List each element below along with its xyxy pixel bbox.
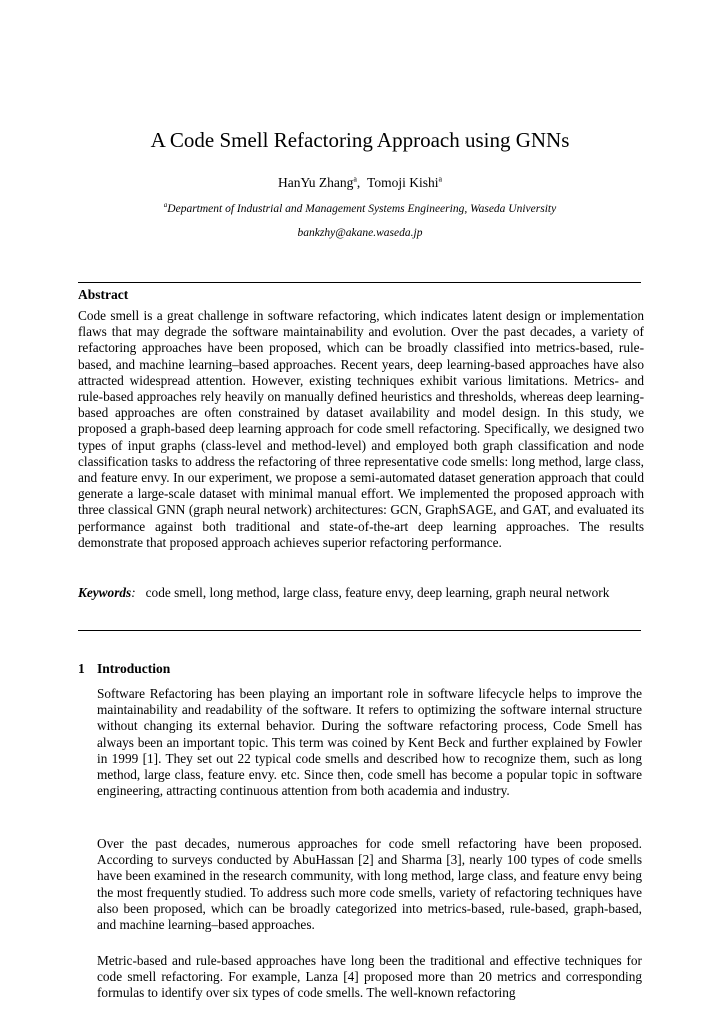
abstract-heading: Abstract bbox=[78, 287, 129, 302]
section-heading bbox=[78, 661, 170, 677]
abstract-bottom-rule bbox=[78, 630, 641, 631]
affiliation-mark: a bbox=[163, 201, 168, 210]
affiliation-mark: a bbox=[353, 174, 357, 184]
section-title: Introduction bbox=[97, 661, 171, 676]
keywords: Keywords: code smell, long method, large class, feature envy, deep learning, graph neural network bbox=[78, 585, 610, 600]
author-name: HanYu Zhang bbox=[277, 175, 354, 190]
author-list: HanYu Zhang$^a$, Tomoji Kishi$^a$ bbox=[277, 174, 443, 190]
body-paragraph: Software Refactoring has been playing an important role in software lifecycle helps to improve the maintainability and readability of the software. It refers to optimizing the software internal structure without changing its external behavior. During the software refactoring process, Code Smell has always been an important topic. This term was coined by Kent Beck and further explained by Fowler in 1999 [1]. They set out 22 typical code smells and described how to recognize them, such as long method, large class, feature envy. etc. Since then, code smell has become a popular topic in software engineering, attracting continuous attention from both academia and industry. bbox=[97, 686, 642, 799]
affiliation bbox=[0, 203, 720, 215]
keywords-text: code smell, long method, large class, feature envy, deep learning, graph neural network bbox=[145, 585, 610, 600]
abstract-text: Code smell is a great challenge in software refactoring, which indicates latent design or implementation flaws that may degrade the software maintainability and evolution. Over the past decades, a variety of refactoring approaches have been proposed, which can be broadly classified into metrics-based, rule-based, and machine learning–based approaches. Recent years, deep learning-based approaches have also attracted widespread attention. However, existing techniques exhibit various limitations. Metrics- and rule-based approaches rely heavily on manually defined heuristics and thresholds, whereas deep learning-based approaches are often constrained by dataset availability and model design. In this study, we proposed a graph-based deep learning approach for code smell refactoring. Specifically, we designed two types of input graphs (class-level and method-level) and employed both graph classification and node classification tasks to address the refactoring of three representative code smells: long method, large class, and feature envy. In our experiment, we propose a semi-automated dataset generation approach that could generate a large-scale dataset with minimal manual effort. We implemented the proposed approach with three classical GNN (graph neural network) architectures: GCN, GraphSAGE, and GAT, and evaluated its performance against both traditional and state-of-the-art deep learning approaches. The results demonstrate that proposed approach achieves superior refactoring performance. bbox=[78, 308, 644, 550]
body-paragraph: Over the past decades, numerous approaches for code smell refactoring have been proposed. According to surveys conducted by AbuHassan [2] and Sharma [3], nearly 100 types of code smells have been examined in the research community, with long method, large class, and feature envy being the most frequently studied. To address such more code smells, variety of refactoring techniques have also been proposed, which can be broadly categorized into metrics-based, rule-based, graph-based, and machine learning–based approaches. bbox=[97, 836, 642, 933]
section-number: 1 bbox=[78, 661, 85, 676]
author-name: Tomoji Kishi bbox=[367, 175, 439, 190]
affiliation-mark: a bbox=[438, 174, 443, 184]
paper-title: A Code Smell Refactoring Approach using GNNs bbox=[150, 128, 570, 152]
abstract-top-rule bbox=[78, 282, 641, 283]
body-paragraph: Metric-based and rule-based approaches have long been the traditional and effective techniques for code smell refactoring. For example, Lanza [4] proposed more than 20 metrics and corresponding formulas to identify over six types of code smells. The well-known refactoring bbox=[97, 953, 642, 1001]
keywords-label: Keywords bbox=[78, 585, 132, 600]
author-email: bankzhy@akane.waseda.jp bbox=[297, 227, 423, 239]
affiliation-text: Department of Industrial and Management Systems Engineering, Waseda University bbox=[167, 203, 557, 215]
